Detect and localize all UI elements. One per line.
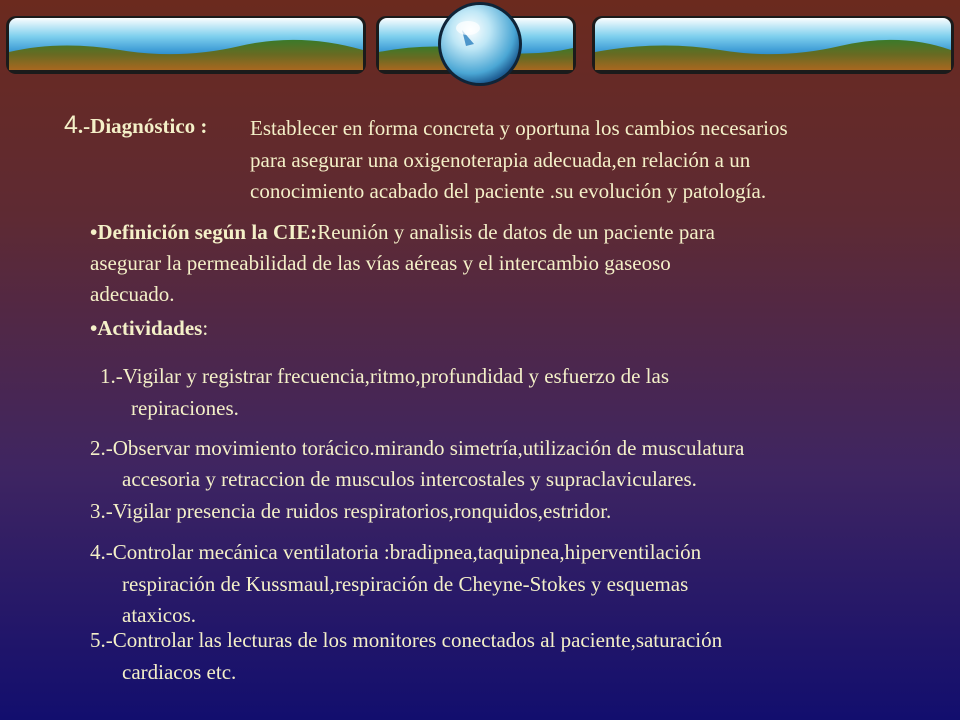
crystal-ball-icon	[438, 2, 522, 86]
activities-label: •Actividades	[90, 316, 203, 340]
diagnosis-label: .-Diagnóstico :	[77, 114, 208, 138]
definition-line2: asegurar la permeabilidad de las vías aéreas y el intercambio gaseoso	[90, 251, 671, 275]
activity-item-1-line1: 1.-Vigilar y registrar frecuencia,ritmo,profundidad y esfuerzo de las	[100, 364, 670, 388]
activity-item-5-line2: cardiacos etc.	[122, 660, 237, 684]
activity-item-3-line1: 3.-Vigilar presencia de ruidos respiratorios,ronquidos,estridor.	[90, 499, 612, 523]
diagnosis-description-line3: conocimiento acabado del paciente .su evolución y patología.	[250, 179, 767, 203]
activity-item-4-line3: ataxicos.	[122, 603, 197, 627]
diagnosis-heading	[64, 111, 207, 141]
activity-item-2-line2: accesoria y retraccion de musculos intercostales y supraclaviculares.	[122, 467, 697, 491]
diagnosis-description-line1: Establecer en forma concreta y oportuna los cambios necesarios	[250, 116, 788, 140]
activities-colon: :	[202, 316, 209, 340]
definition-line1	[90, 218, 715, 247]
activity-item-2-line1: 2.-Observar movimiento torácico.mirando simetría,utilización de musculatura	[90, 436, 745, 460]
diagnosis-number: 4	[64, 111, 78, 139]
landscape-banner	[0, 0, 960, 100]
activity-item-1-line2: repiraciones.	[131, 396, 239, 420]
banner-panel-left	[6, 16, 366, 74]
definition-text: Reunión y analisis de datos de un paciente para	[317, 220, 716, 244]
activity-item-4-line2: respiración de Kussmaul,respiración de Cheyne-Stokes y esquemas	[122, 572, 689, 596]
diagnosis-description-line2: para asegurar una oxigenoterapia adecuada,en relación a un	[250, 148, 751, 172]
definition-line3: adecuado.	[90, 282, 175, 306]
activity-item-4-line1: 4.-Controlar mecánica ventilatoria :bradipnea,taquipnea,hiperventilación	[90, 540, 702, 564]
activities-heading	[90, 314, 208, 343]
banner-panel-right	[592, 16, 954, 74]
activity-item-5-line1: 5.-Controlar las lecturas de los monitores conectados al paciente,saturación	[90, 628, 723, 652]
definition-label: •Definición según la CIE:	[90, 220, 318, 244]
